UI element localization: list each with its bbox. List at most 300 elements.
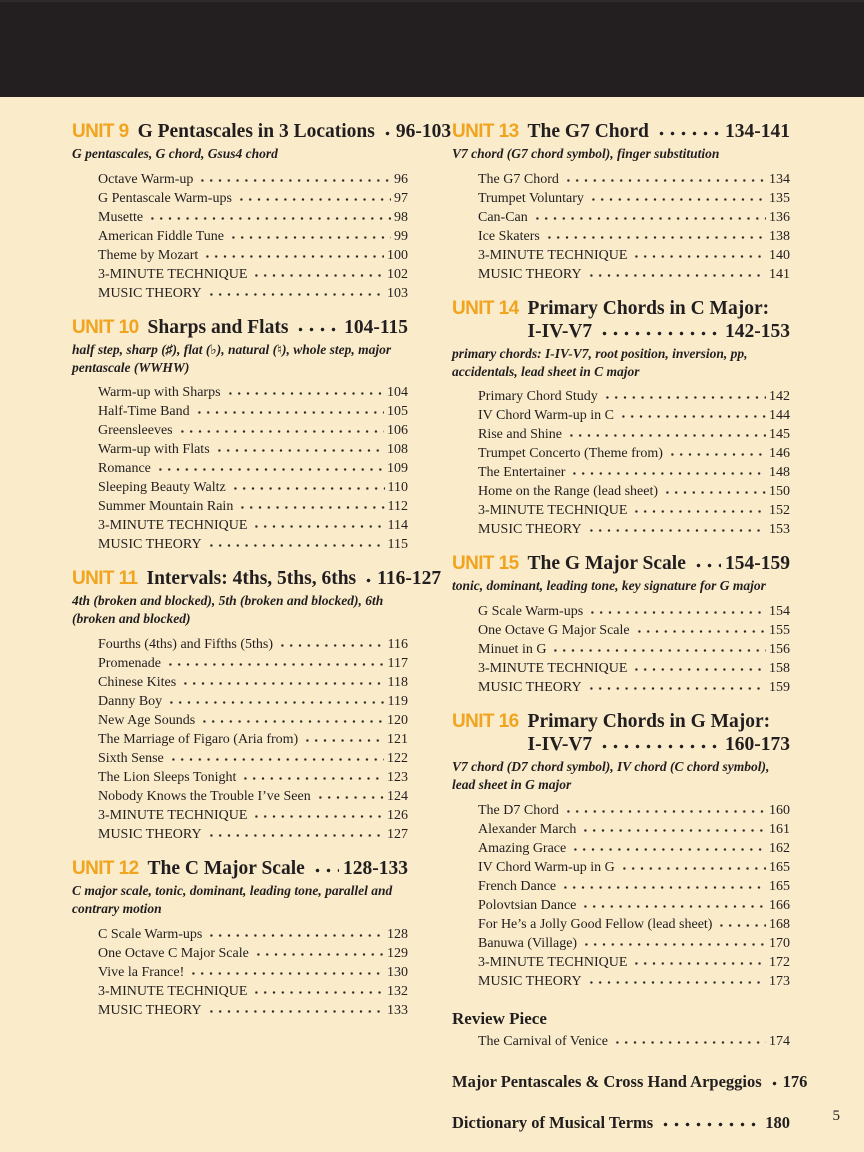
toc-item-page: 133 bbox=[387, 1002, 408, 1018]
toc-item-page: 104 bbox=[387, 385, 408, 401]
toc-item bbox=[478, 972, 790, 991]
toc-item-title: Home on the Range (lead sheet) bbox=[478, 484, 658, 500]
toc-item-title: 3-MINUTE TECHNIQUE bbox=[478, 247, 628, 263]
dotted-leader bbox=[587, 522, 766, 533]
dotted-leader bbox=[207, 537, 385, 548]
toc-item bbox=[98, 806, 408, 825]
unit-title-block bbox=[147, 567, 442, 590]
unit-title-block bbox=[148, 857, 408, 880]
toc-item-page: 153 bbox=[769, 522, 790, 538]
unit-title-block bbox=[148, 316, 408, 339]
toc-item-title: Primary Chord Study bbox=[478, 389, 598, 405]
unit-page-range: 96-103 bbox=[395, 121, 452, 142]
unit-title-block bbox=[528, 297, 790, 343]
toc-bold-entry bbox=[452, 1113, 790, 1133]
toc-item bbox=[98, 246, 408, 265]
dotted-leader bbox=[169, 751, 384, 762]
toc-item-title: One Octave G Major Scale bbox=[478, 623, 630, 639]
toc-item bbox=[98, 440, 408, 459]
toc-item-title: Octave Warm-up bbox=[98, 171, 194, 187]
toc-item-title: 3-MINUTE TECHNIQUE bbox=[478, 503, 628, 519]
toc-item bbox=[98, 383, 408, 402]
toc-item-title: Sixth Sense bbox=[98, 751, 164, 767]
dotted-leader bbox=[570, 465, 766, 476]
dotted-leader bbox=[564, 172, 766, 183]
unit-label: UNIT 16 bbox=[452, 711, 519, 733]
dotted-leader bbox=[156, 461, 384, 472]
toc-item-title: Warm-up with Sharps bbox=[98, 385, 221, 401]
toc-item-title: Vive la France! bbox=[98, 964, 185, 980]
toc-item-page: 155 bbox=[769, 623, 790, 639]
unit-title: Intervals: 4ths, 5ths, 6ths bbox=[146, 568, 357, 590]
dotted-leader bbox=[603, 389, 766, 400]
unit-heading bbox=[452, 710, 790, 756]
unit-heading bbox=[452, 297, 790, 343]
dotted-leader bbox=[382, 125, 392, 137]
toc-item-title: Summer Mountain Rain bbox=[98, 499, 234, 515]
unit-item-list bbox=[452, 602, 790, 697]
toc-item-page: 165 bbox=[769, 878, 790, 894]
toc-item-title: Nobody Knows the Trouble I’ve Seen bbox=[98, 789, 311, 805]
dotted-leader bbox=[561, 879, 766, 890]
toc-item-page: 173 bbox=[769, 973, 790, 989]
toc-item-page: 126 bbox=[387, 808, 408, 824]
toc-item-page: 96 bbox=[394, 171, 408, 187]
toc-item bbox=[478, 896, 790, 915]
dotted-leader bbox=[564, 803, 766, 814]
unit-page-range: 142-153 bbox=[725, 320, 790, 342]
toc-item-title: Polovtsian Dance bbox=[478, 897, 577, 913]
unit-title: Primary Chords in C Major: bbox=[527, 297, 770, 319]
toc-item-title: The D7 Chord bbox=[478, 802, 559, 818]
unit-heading bbox=[72, 316, 408, 339]
unit-section bbox=[452, 297, 790, 540]
toc-item-title: G Scale Warm-ups bbox=[478, 604, 584, 620]
dotted-leader bbox=[226, 385, 384, 396]
unit-title: Primary Chords in G Major: bbox=[527, 711, 771, 733]
toc-item-page: 97 bbox=[394, 190, 408, 206]
toc-item-page: 166 bbox=[769, 897, 790, 913]
toc-bold-entry-page: 180 bbox=[765, 1112, 790, 1132]
dotted-leader bbox=[200, 713, 384, 724]
toc-item-title: 3-MINUTE TECHNIQUE bbox=[478, 954, 628, 970]
toc-item bbox=[478, 189, 790, 208]
toc-item bbox=[98, 654, 408, 673]
dotted-leader bbox=[252, 984, 384, 995]
toc-item bbox=[478, 501, 790, 520]
unit-heading bbox=[72, 857, 408, 880]
unit-title-line-1 bbox=[147, 567, 442, 590]
review-section bbox=[452, 1009, 790, 1051]
page-number: 5 bbox=[832, 1108, 840, 1124]
dotted-leader bbox=[587, 974, 766, 985]
dotted-leader bbox=[241, 770, 384, 781]
dotted-leader bbox=[599, 738, 721, 750]
unit-page-range: 154-159 bbox=[725, 553, 790, 575]
toc-item bbox=[478, 858, 790, 877]
toc-item-page: 174 bbox=[769, 1033, 790, 1049]
toc-item bbox=[478, 208, 790, 227]
toc-item-title: One Octave C Major Scale bbox=[98, 945, 249, 961]
toc-item-page: 128 bbox=[387, 926, 408, 942]
toc-bold-entry-title: Major Pentascales & Cross Hand Arpeggios bbox=[452, 1071, 762, 1091]
toc-bold-entry-title: Dictionary of Musical Terms bbox=[452, 1112, 654, 1132]
unit-title-line-2 bbox=[528, 320, 790, 343]
toc-item bbox=[98, 208, 408, 227]
toc-item-page: 98 bbox=[394, 209, 408, 225]
toc-item bbox=[98, 711, 408, 730]
toc-item bbox=[98, 768, 408, 787]
toc-item-page: 138 bbox=[769, 228, 790, 244]
toc-item bbox=[98, 535, 408, 554]
dotted-leader bbox=[254, 946, 384, 957]
toc-item-page: 121 bbox=[387, 732, 408, 748]
dotted-leader bbox=[567, 427, 766, 438]
toc-item-page: 129 bbox=[387, 945, 408, 961]
toc-item bbox=[98, 787, 408, 806]
unit-title-block bbox=[528, 120, 790, 143]
dotted-leader bbox=[632, 503, 766, 514]
dotted-leader bbox=[693, 557, 721, 569]
toc-item-page: 141 bbox=[769, 266, 790, 282]
unit-section bbox=[72, 120, 452, 303]
unit-page-range: 116-127 bbox=[377, 568, 442, 590]
toc-item-title: Warm-up with Flats bbox=[98, 442, 210, 458]
toc-item bbox=[478, 839, 790, 858]
toc-item bbox=[478, 463, 790, 482]
toc-item-page: 158 bbox=[769, 661, 790, 677]
toc-item-title: The Entertainer bbox=[478, 465, 566, 481]
unit-page-range: 104-115 bbox=[344, 316, 408, 338]
toc-item-title: Can-Can bbox=[478, 209, 528, 225]
dotted-leader bbox=[237, 191, 391, 202]
dotted-leader bbox=[229, 229, 391, 240]
review-item-list bbox=[452, 1032, 790, 1051]
dotted-leader bbox=[278, 637, 385, 648]
toc-bold-entry bbox=[452, 1071, 808, 1092]
toc-item-page: 99 bbox=[394, 228, 408, 244]
unit-title-block bbox=[528, 710, 790, 756]
dotted-leader bbox=[363, 572, 373, 584]
toc-item-page: 150 bbox=[769, 484, 790, 500]
toc-item-title: MUSIC THEORY bbox=[98, 537, 202, 553]
dotted-leader bbox=[717, 917, 766, 928]
toc-item-title: The Marriage of Figaro (Aria from) bbox=[98, 732, 299, 748]
unit-title: The C Major Scale bbox=[147, 858, 305, 880]
toc-item-title: Promenade bbox=[98, 656, 161, 672]
dotted-leader bbox=[207, 1003, 384, 1014]
toc-item-title: G Pentascale Warm-ups bbox=[98, 190, 232, 206]
toc-item bbox=[478, 227, 790, 246]
dotted-leader bbox=[252, 518, 384, 529]
toc-item-page: 115 bbox=[387, 537, 408, 553]
toc-item-page: 165 bbox=[769, 859, 790, 875]
toc-item-page: 100 bbox=[387, 247, 408, 263]
toc-item-title: Musette bbox=[98, 209, 144, 225]
toc-item-title: MUSIC THEORY bbox=[478, 522, 582, 538]
unit-title: The G7 Chord bbox=[527, 121, 649, 142]
dotted-leader bbox=[656, 125, 721, 137]
toc-item-page: 168 bbox=[769, 916, 790, 932]
dotted-leader bbox=[620, 860, 766, 871]
toc-item bbox=[98, 749, 408, 768]
unit-item-list bbox=[452, 387, 790, 539]
unit-item-list bbox=[72, 925, 408, 1020]
toc-item-page: 119 bbox=[387, 694, 408, 710]
toc-item-page: 159 bbox=[769, 680, 790, 696]
dotted-leader bbox=[660, 1116, 761, 1128]
dotted-leader bbox=[207, 827, 384, 838]
unit-title-line-1 bbox=[148, 316, 408, 339]
toc-item-title: Trumpet Voluntary bbox=[478, 190, 584, 206]
toc-item-title: Alexander March bbox=[478, 821, 577, 837]
dotted-leader bbox=[613, 1034, 766, 1045]
toc-item bbox=[478, 265, 790, 284]
toc-item bbox=[98, 982, 408, 1001]
unit-heading bbox=[452, 120, 790, 143]
toc-item bbox=[98, 944, 408, 963]
toc-item-title: Minuet in G bbox=[478, 642, 547, 658]
toc-item bbox=[98, 635, 408, 654]
toc-item bbox=[98, 459, 408, 478]
unit-title-continued: I-IV-V7 bbox=[527, 320, 593, 342]
toc-item-title: Chinese Kites bbox=[98, 675, 177, 691]
toc-item bbox=[98, 497, 408, 516]
toc-item bbox=[98, 402, 408, 421]
dotted-leader bbox=[545, 229, 766, 240]
toc-item-title: Amazing Grace bbox=[478, 840, 567, 856]
unit-heading bbox=[72, 120, 452, 143]
unit-item-list bbox=[452, 170, 790, 284]
toc-item bbox=[478, 425, 790, 444]
toc-item-title: Theme by Mozart bbox=[98, 247, 199, 263]
toc-item-page: 154 bbox=[769, 604, 790, 620]
toc-item-page: 112 bbox=[387, 499, 408, 515]
toc-item-page: 170 bbox=[769, 935, 790, 951]
toc-item bbox=[478, 953, 790, 972]
dotted-leader bbox=[571, 841, 766, 852]
toc-item-page: 161 bbox=[769, 821, 790, 837]
unit-label: UNIT 9 bbox=[72, 121, 129, 142]
toc-item-page: 132 bbox=[387, 983, 408, 999]
dotted-leader bbox=[203, 248, 384, 259]
unit-item-list bbox=[452, 801, 790, 991]
toc-item-page: 110 bbox=[387, 480, 408, 496]
dotted-leader bbox=[207, 286, 384, 297]
toc-item-page: 116 bbox=[387, 637, 408, 653]
toc-item bbox=[478, 444, 790, 463]
dotted-leader bbox=[238, 499, 384, 510]
toc-item-title: Danny Boy bbox=[98, 694, 163, 710]
toc-item bbox=[98, 478, 408, 497]
unit-section bbox=[452, 552, 790, 697]
dotted-leader bbox=[582, 936, 766, 947]
dotted-leader bbox=[295, 321, 340, 333]
toc-item bbox=[478, 170, 790, 189]
unit-subtitle: tonic, dominant, leading tone, key signature for G major bbox=[452, 578, 766, 594]
dotted-leader bbox=[198, 172, 391, 183]
unit-subtitle: G pentascales, G chord, Gsus4 chord bbox=[72, 146, 278, 161]
toc-item bbox=[478, 520, 790, 539]
dotted-leader bbox=[632, 661, 766, 672]
unit-subtitle: half step, sharp (♯), flat (♭), natural (♮), whole step, major pentascale (WWHW) bbox=[72, 341, 392, 375]
toc-item-page: 146 bbox=[769, 446, 790, 462]
toc-item-page: 117 bbox=[387, 656, 408, 672]
dotted-leader bbox=[581, 898, 766, 909]
toc-item-page: 156 bbox=[769, 642, 790, 658]
unit-item-list bbox=[72, 383, 408, 554]
toc-item-title: Sleeping Beauty Waltz bbox=[98, 480, 226, 496]
toc-item-title: Banuwa (Village) bbox=[478, 935, 578, 951]
dotted-leader bbox=[587, 680, 766, 691]
toc-item bbox=[478, 406, 790, 425]
unit-heading bbox=[72, 567, 442, 590]
toc-item-title: Greensleeves bbox=[98, 423, 173, 439]
unit-label: UNIT 11 bbox=[72, 568, 138, 590]
toc-item-title: IV Chord Warm-up in C bbox=[478, 408, 615, 424]
unit-title-line-1 bbox=[138, 120, 452, 143]
toc-item-title: 3-MINUTE TECHNIQUE bbox=[98, 983, 248, 999]
toc-item bbox=[478, 877, 790, 896]
unit-title: Sharps and Flats bbox=[147, 316, 289, 338]
dotted-leader bbox=[632, 955, 766, 966]
dotted-leader bbox=[166, 656, 385, 667]
toc-item-title: 3-MINUTE TECHNIQUE bbox=[98, 266, 248, 282]
unit-title-block bbox=[138, 120, 452, 143]
dotted-leader bbox=[215, 442, 384, 453]
toc-item-page: 172 bbox=[769, 954, 790, 970]
unit-title-continued: I-IV-V7 bbox=[527, 734, 593, 756]
unit-section bbox=[72, 316, 408, 555]
review-heading: Review Piece bbox=[452, 1008, 547, 1028]
toc-item bbox=[98, 825, 408, 844]
dotted-leader bbox=[668, 446, 766, 457]
unit-label: UNIT 13 bbox=[452, 121, 519, 142]
dotted-leader bbox=[312, 862, 339, 874]
unit-title-line-2 bbox=[528, 733, 790, 756]
toc-item-title: French Dance bbox=[478, 878, 557, 894]
toc-item bbox=[98, 692, 408, 711]
unit-title-line-1 bbox=[528, 120, 790, 143]
unit-title-line-1 bbox=[148, 857, 408, 880]
toc-item-page: 152 bbox=[769, 503, 790, 519]
toc-item bbox=[478, 602, 790, 621]
toc-item-title: Trumpet Concerto (Theme from) bbox=[478, 446, 663, 462]
toc-item-title: MUSIC THEORY bbox=[478, 266, 582, 282]
unit-subtitle: C major scale, tonic, dominant, leading tone, parallel and contrary motion bbox=[72, 883, 393, 916]
toc-item-title: IV Chord Warm-up in G bbox=[478, 859, 615, 875]
dotted-leader bbox=[632, 248, 766, 259]
unit-title: G Pentascales in 3 Locations bbox=[137, 121, 375, 142]
toc-item bbox=[98, 284, 408, 303]
unit-label: UNIT 15 bbox=[452, 553, 519, 575]
dotted-leader bbox=[581, 822, 766, 833]
toc-item bbox=[98, 730, 408, 749]
toc-item bbox=[478, 659, 790, 678]
toc-item-page: 160 bbox=[769, 802, 790, 818]
toc-item bbox=[478, 621, 790, 640]
dotted-leader bbox=[533, 210, 766, 221]
toc-item-page: 114 bbox=[387, 518, 408, 534]
toc-item-page: 105 bbox=[387, 404, 408, 420]
unit-subtitle: V7 chord (D7 chord symbol), IV chord (C chord symbol), lead sheet in G major bbox=[452, 759, 770, 793]
unit-label: UNIT 14 bbox=[452, 297, 519, 319]
dotted-leader bbox=[181, 675, 384, 686]
toc-item bbox=[478, 801, 790, 820]
dotted-leader bbox=[231, 480, 385, 491]
unit-page-range: 134-141 bbox=[725, 121, 790, 142]
toc-item bbox=[478, 246, 790, 265]
unit-heading bbox=[452, 552, 790, 575]
toc-column-left bbox=[72, 120, 452, 1033]
unit-page-range: 128-133 bbox=[343, 858, 408, 880]
dotted-leader bbox=[551, 642, 766, 653]
toc-item-title: American Fiddle Tune bbox=[98, 228, 224, 244]
unit-section bbox=[72, 857, 408, 1020]
toc-item-title: MUSIC THEORY bbox=[478, 680, 582, 696]
dotted-leader bbox=[303, 732, 384, 743]
toc-item-page: 122 bbox=[387, 751, 408, 767]
toc-item-title: Romance bbox=[98, 461, 151, 477]
dotted-leader bbox=[635, 623, 766, 634]
toc-item-title: MUSIC THEORY bbox=[98, 827, 202, 843]
toc-item bbox=[98, 1001, 408, 1020]
toc-item-title: 3-MINUTE TECHNIQUE bbox=[478, 661, 628, 677]
toc-item-page: 127 bbox=[387, 827, 408, 843]
unit-subtitle: 4th (broken and blocked), 5th (broken and blocked), 6th (broken and blocked) bbox=[72, 593, 384, 627]
toc-item-title: MUSIC THEORY bbox=[478, 973, 582, 989]
toc-item-page: 124 bbox=[387, 789, 408, 805]
toc-bold-entry-page: 176 bbox=[782, 1071, 808, 1091]
toc-item bbox=[478, 640, 790, 659]
toc-item bbox=[478, 915, 790, 934]
toc-item bbox=[98, 227, 408, 246]
toc-item bbox=[98, 925, 408, 944]
unit-section bbox=[452, 120, 790, 284]
dotted-leader bbox=[252, 267, 384, 278]
dotted-leader bbox=[178, 423, 384, 434]
dotted-leader bbox=[619, 408, 766, 419]
dotted-leader bbox=[663, 484, 766, 495]
toc-item-page: 136 bbox=[769, 209, 790, 225]
toc-item bbox=[98, 170, 408, 189]
toc-item-page: 144 bbox=[769, 408, 790, 424]
unit-subtitle: V7 chord (G7 chord symbol), finger substitution bbox=[452, 146, 720, 161]
toc-item-title: 3-MINUTE TECHNIQUE bbox=[98, 808, 248, 824]
dotted-leader bbox=[599, 325, 721, 337]
toc-item bbox=[98, 421, 408, 440]
toc-item-page: 135 bbox=[769, 190, 790, 206]
toc-column-right bbox=[452, 120, 808, 1133]
dotted-leader bbox=[148, 210, 391, 221]
unit-title: The G Major Scale bbox=[527, 553, 686, 575]
unit-title-line-1 bbox=[528, 710, 790, 733]
toc-item-title: MUSIC THEORY bbox=[98, 285, 202, 301]
toc-item-title: MUSIC THEORY bbox=[98, 1002, 202, 1018]
toc-item-title: The G7 Chord bbox=[478, 171, 559, 187]
toc-item bbox=[98, 265, 408, 284]
unit-label: UNIT 10 bbox=[72, 316, 139, 338]
toc-item-page: 109 bbox=[387, 461, 408, 477]
toc-item-title: Half-Time Band bbox=[98, 404, 190, 420]
unit-title-line-1 bbox=[528, 297, 790, 320]
toc-item-page: 123 bbox=[387, 770, 408, 786]
toc-item bbox=[98, 189, 408, 208]
unit-section bbox=[72, 567, 442, 844]
unit-title-block bbox=[528, 552, 790, 575]
toc-item-page: 142 bbox=[769, 389, 790, 405]
toc-item-page: 140 bbox=[769, 247, 790, 263]
